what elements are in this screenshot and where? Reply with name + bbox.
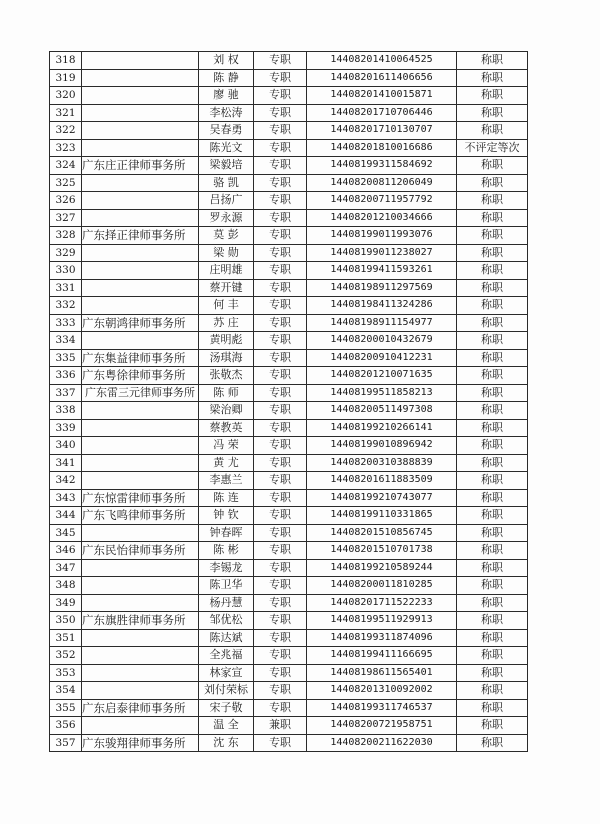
row-number: 349	[50, 594, 82, 612]
law-firm-name: 广东骏翔律师事务所	[82, 734, 199, 752]
practice-type: 专职	[254, 699, 307, 717]
row-number: 319	[50, 69, 82, 87]
assessment-result: 称职	[457, 367, 528, 385]
assessment-result: 称职	[457, 717, 528, 735]
row-number: 321	[50, 104, 82, 122]
assessment-result: 称职	[457, 734, 528, 752]
practice-type: 专职	[254, 262, 307, 280]
practice-type: 兼职	[254, 717, 307, 735]
row-number: 350	[50, 612, 82, 630]
table-row	[50, 69, 528, 87]
row-number: 330	[50, 262, 82, 280]
practice-type: 专职	[254, 682, 307, 700]
license-number: 14408199311746537	[307, 699, 457, 717]
assessment-result: 称职	[457, 472, 528, 490]
row-number: 326	[50, 192, 82, 210]
practice-type: 专职	[254, 69, 307, 87]
lawyer-name: 张敬杰	[199, 367, 254, 385]
table-row	[50, 122, 528, 140]
table-row	[50, 332, 528, 350]
table-row	[50, 472, 528, 490]
practice-type: 专职	[254, 454, 307, 472]
lawyer-name: 宋子敬	[199, 699, 254, 717]
license-number: 14408201710130707	[307, 122, 457, 140]
lawyer-name: 沈 东	[199, 734, 254, 752]
assessment-result: 称职	[457, 104, 528, 122]
row-number: 355	[50, 699, 82, 717]
license-number: 14408199311584692	[307, 157, 457, 175]
lawyer-name: 汤琪海	[199, 349, 254, 367]
table-row	[50, 454, 528, 472]
practice-type: 专职	[254, 332, 307, 350]
row-number: 329	[50, 244, 82, 262]
practice-type: 专职	[254, 437, 307, 455]
table-row	[50, 489, 528, 507]
practice-type: 专职	[254, 157, 307, 175]
table-row	[50, 524, 528, 542]
table-row	[50, 262, 528, 280]
row-number: 345	[50, 524, 82, 542]
lawyer-name: 苏 庄	[199, 314, 254, 332]
row-number: 318	[50, 52, 82, 70]
practice-type: 专职	[254, 349, 307, 367]
table-row	[50, 699, 528, 717]
license-number: 14408201410064525	[307, 52, 457, 70]
row-number: 320	[50, 87, 82, 105]
license-number: 14408199011238027	[307, 244, 457, 262]
lawyer-name: 刘付荣标	[199, 682, 254, 700]
assessment-result: 称职	[457, 454, 528, 472]
practice-type: 专职	[254, 489, 307, 507]
lawyer-name: 冯 荣	[199, 437, 254, 455]
table-row	[50, 367, 528, 385]
assessment-result: 称职	[457, 647, 528, 665]
table-row	[50, 559, 528, 577]
law-firm-name	[82, 122, 199, 140]
license-number: 14408199511858213	[307, 384, 457, 402]
practice-type: 专职	[254, 209, 307, 227]
license-number: 14408201210071635	[307, 367, 457, 385]
table-row	[50, 402, 528, 420]
assessment-result: 称职	[457, 349, 528, 367]
law-firm-name	[82, 402, 199, 420]
law-firm-name: 广东粤徐律师事务所	[82, 367, 199, 385]
lawyer-name: 梁 勋	[199, 244, 254, 262]
license-number: 14408199210743077	[307, 489, 457, 507]
assessment-result: 称职	[457, 52, 528, 70]
lawyer-name: 全兆福	[199, 647, 254, 665]
assessment-result: 称职	[457, 227, 528, 245]
law-firm-name	[82, 87, 199, 105]
lawyer-name: 邹优松	[199, 612, 254, 630]
lawyer-name: 梁毅培	[199, 157, 254, 175]
practice-type: 专职	[254, 192, 307, 210]
law-firm-name: 广东启泰律师事务所	[82, 699, 199, 717]
lawyer-name: 骆 凯	[199, 174, 254, 192]
assessment-result: 称职	[457, 192, 528, 210]
row-number: 343	[50, 489, 82, 507]
law-firm-name	[82, 279, 199, 297]
practice-type: 专职	[254, 577, 307, 595]
practice-type: 专职	[254, 297, 307, 315]
table-row	[50, 244, 528, 262]
license-number: 14408200310388839	[307, 454, 457, 472]
practice-type: 专职	[254, 279, 307, 297]
license-number: 14408198911154977	[307, 314, 457, 332]
assessment-result: 称职	[457, 559, 528, 577]
assessment-result: 称职	[457, 419, 528, 437]
lawyer-name: 陈 连	[199, 489, 254, 507]
practice-type: 专职	[254, 419, 307, 437]
row-number: 332	[50, 297, 82, 315]
lawyer-name: 陈 彬	[199, 542, 254, 560]
assessment-result: 不评定等次	[457, 139, 528, 157]
practice-type: 专职	[254, 314, 307, 332]
law-firm-name	[82, 52, 199, 70]
lawyer-name: 李松涛	[199, 104, 254, 122]
law-firm-name	[82, 577, 199, 595]
license-number: 14408201611406656	[307, 69, 457, 87]
practice-type: 专职	[254, 542, 307, 560]
assessment-result: 称职	[457, 524, 528, 542]
license-number: 14408201711522233	[307, 594, 457, 612]
law-firm-name	[82, 647, 199, 665]
license-number: 14408201410015871	[307, 87, 457, 105]
license-number: 14408199411166695	[307, 647, 457, 665]
assessment-result: 称职	[457, 699, 528, 717]
row-number: 328	[50, 227, 82, 245]
practice-type: 专职	[254, 104, 307, 122]
assessment-result: 称职	[457, 542, 528, 560]
assessment-result: 称职	[457, 279, 528, 297]
table-body	[50, 52, 528, 752]
assessment-result: 称职	[457, 664, 528, 682]
table-row	[50, 279, 528, 297]
law-firm-name: 广东庄正律师事务所	[82, 157, 199, 175]
table-row	[50, 384, 528, 402]
assessment-result: 称职	[457, 87, 528, 105]
row-number: 348	[50, 577, 82, 595]
practice-type: 专职	[254, 402, 307, 420]
table-row	[50, 594, 528, 612]
law-firm-name: 广东择正律师事务所	[82, 227, 199, 245]
lawyer-name: 黄 尤	[199, 454, 254, 472]
table-row	[50, 209, 528, 227]
row-number: 340	[50, 437, 82, 455]
law-firm-name: 广东朝鸿律师事务所	[82, 314, 199, 332]
lawyer-name: 梁治卿	[199, 402, 254, 420]
row-number: 342	[50, 472, 82, 490]
row-number: 325	[50, 174, 82, 192]
assessment-result: 称职	[457, 244, 528, 262]
assessment-result: 称职	[457, 612, 528, 630]
practice-type: 专职	[254, 734, 307, 752]
row-number: 357	[50, 734, 82, 752]
row-number: 331	[50, 279, 82, 297]
assessment-result: 称职	[457, 157, 528, 175]
row-number: 356	[50, 717, 82, 735]
license-number: 14408200010432679	[307, 332, 457, 350]
table-row	[50, 227, 528, 245]
law-firm-name: 广东旗胜律师事务所	[82, 612, 199, 630]
row-number: 327	[50, 209, 82, 227]
law-firm-name	[82, 192, 199, 210]
law-firm-name: 广东雷三元律师事务所	[82, 384, 199, 402]
lawyer-name: 陈达斌	[199, 629, 254, 647]
row-number: 324	[50, 157, 82, 175]
license-number: 14408201510701738	[307, 542, 457, 560]
lawyer-name: 蔡教英	[199, 419, 254, 437]
practice-type: 专职	[254, 664, 307, 682]
table-row	[50, 349, 528, 367]
lawyer-assessment-table	[49, 51, 528, 752]
assessment-result: 称职	[457, 384, 528, 402]
practice-type: 专职	[254, 524, 307, 542]
assessment-result: 称职	[457, 262, 528, 280]
lawyer-name: 李锡龙	[199, 559, 254, 577]
lawyer-name: 蔡开键	[199, 279, 254, 297]
row-number: 346	[50, 542, 82, 560]
row-number: 338	[50, 402, 82, 420]
practice-type: 专职	[254, 244, 307, 262]
table-row	[50, 542, 528, 560]
row-number: 344	[50, 507, 82, 525]
assessment-result: 称职	[457, 332, 528, 350]
table-row	[50, 314, 528, 332]
license-number: 14408200711957792	[307, 192, 457, 210]
row-number: 354	[50, 682, 82, 700]
license-number: 14408199311874096	[307, 629, 457, 647]
license-number: 14408199110331865	[307, 507, 457, 525]
license-number: 14408199010896942	[307, 437, 457, 455]
license-number: 14408200910412231	[307, 349, 457, 367]
practice-type: 专职	[254, 122, 307, 140]
table-row	[50, 577, 528, 595]
practice-type: 专职	[254, 367, 307, 385]
row-number: 336	[50, 367, 82, 385]
license-number: 14408201710706446	[307, 104, 457, 122]
assessment-result: 称职	[457, 489, 528, 507]
row-number: 334	[50, 332, 82, 350]
law-firm-name	[82, 209, 199, 227]
lawyer-name: 陈 师	[199, 384, 254, 402]
assessment-result: 称职	[457, 297, 528, 315]
law-firm-name	[82, 69, 199, 87]
law-firm-name	[82, 594, 199, 612]
practice-type: 专职	[254, 594, 307, 612]
assessment-result: 称职	[457, 174, 528, 192]
law-firm-name	[82, 559, 199, 577]
row-number: 322	[50, 122, 82, 140]
table-row	[50, 419, 528, 437]
row-number: 353	[50, 664, 82, 682]
table-row	[50, 87, 528, 105]
assessment-result: 称职	[457, 209, 528, 227]
lawyer-name: 罗永源	[199, 209, 254, 227]
law-firm-name	[82, 472, 199, 490]
row-number: 339	[50, 419, 82, 437]
table-row	[50, 192, 528, 210]
lawyer-name: 钟春晖	[199, 524, 254, 542]
license-number: 14408201210034666	[307, 209, 457, 227]
row-number: 323	[50, 139, 82, 157]
row-number: 337	[50, 384, 82, 402]
lawyer-name: 何 丰	[199, 297, 254, 315]
law-firm-name	[82, 262, 199, 280]
lawyer-name: 吕扬广	[199, 192, 254, 210]
practice-type: 专职	[254, 472, 307, 490]
law-firm-name: 广东集益律师事务所	[82, 349, 199, 367]
table-row	[50, 682, 528, 700]
law-firm-name: 广东民怡律师事务所	[82, 542, 199, 560]
table-row	[50, 734, 528, 752]
assessment-result: 称职	[457, 507, 528, 525]
row-number: 333	[50, 314, 82, 332]
law-firm-name	[82, 104, 199, 122]
table-row	[50, 437, 528, 455]
row-number: 352	[50, 647, 82, 665]
law-firm-name	[82, 682, 199, 700]
table-row	[50, 717, 528, 735]
lawyer-name: 陈 静	[199, 69, 254, 87]
license-number: 14408200721958751	[307, 717, 457, 735]
table-row	[50, 612, 528, 630]
license-number: 14408201611883509	[307, 472, 457, 490]
assessment-result: 称职	[457, 577, 528, 595]
lawyer-name: 林家宣	[199, 664, 254, 682]
license-number: 14408200811206049	[307, 174, 457, 192]
table-row	[50, 157, 528, 175]
practice-type: 专职	[254, 647, 307, 665]
practice-type: 专职	[254, 52, 307, 70]
license-number: 14408200011810285	[307, 577, 457, 595]
practice-type: 专职	[254, 139, 307, 157]
practice-type: 专职	[254, 384, 307, 402]
assessment-result: 称职	[457, 314, 528, 332]
row-number: 335	[50, 349, 82, 367]
practice-type: 专职	[254, 174, 307, 192]
practice-type: 专职	[254, 559, 307, 577]
table-row	[50, 647, 528, 665]
table-row	[50, 664, 528, 682]
license-number: 14408199210266141	[307, 419, 457, 437]
lawyer-name: 庄明雄	[199, 262, 254, 280]
table-row	[50, 507, 528, 525]
law-firm-name	[82, 244, 199, 262]
law-firm-name	[82, 664, 199, 682]
lawyer-name: 钟 钦	[199, 507, 254, 525]
table-row	[50, 629, 528, 647]
lawyer-name: 廖 驰	[199, 87, 254, 105]
law-firm-name: 广东飞鸣律师事务所	[82, 507, 199, 525]
law-firm-name	[82, 629, 199, 647]
assessment-result: 称职	[457, 594, 528, 612]
lawyer-name: 陈卫华	[199, 577, 254, 595]
law-firm-name	[82, 419, 199, 437]
law-firm-name	[82, 139, 199, 157]
lawyer-name: 吴春勇	[199, 122, 254, 140]
license-number: 14408199511929913	[307, 612, 457, 630]
law-firm-name	[82, 524, 199, 542]
license-number: 14408198411324286	[307, 297, 457, 315]
lawyer-name: 杨丹慧	[199, 594, 254, 612]
assessment-result: 称职	[457, 402, 528, 420]
license-number: 14408198911297569	[307, 279, 457, 297]
assessment-result: 称职	[457, 69, 528, 87]
practice-type: 专职	[254, 87, 307, 105]
row-number: 341	[50, 454, 82, 472]
assessment-result: 称职	[457, 122, 528, 140]
practice-type: 专职	[254, 629, 307, 647]
law-firm-name	[82, 297, 199, 315]
license-number: 14408201310092002	[307, 682, 457, 700]
row-number: 347	[50, 559, 82, 577]
lawyer-name: 刘 权	[199, 52, 254, 70]
law-firm-name: 广东惊雷律师事务所	[82, 489, 199, 507]
law-firm-name	[82, 174, 199, 192]
license-number: 14408201510856745	[307, 524, 457, 542]
lawyer-name: 温 全	[199, 717, 254, 735]
row-number: 351	[50, 629, 82, 647]
table-row	[50, 104, 528, 122]
assessment-result: 称职	[457, 629, 528, 647]
lawyer-name: 李惠兰	[199, 472, 254, 490]
law-firm-name	[82, 332, 199, 350]
law-firm-name	[82, 454, 199, 472]
law-firm-name	[82, 437, 199, 455]
lawyer-name: 陈光文	[199, 139, 254, 157]
practice-type: 专职	[254, 612, 307, 630]
license-number: 14408199011993076	[307, 227, 457, 245]
lawyer-name: 莫 彭	[199, 227, 254, 245]
table-row	[50, 297, 528, 315]
assessment-result: 称职	[457, 682, 528, 700]
table-row	[50, 174, 528, 192]
table-row	[50, 139, 528, 157]
law-firm-name	[82, 717, 199, 735]
lawyer-name: 黄明彪	[199, 332, 254, 350]
license-number: 14408200511497308	[307, 402, 457, 420]
assessment-result: 称职	[457, 437, 528, 455]
license-number: 14408198611565401	[307, 664, 457, 682]
practice-type: 专职	[254, 227, 307, 245]
license-number: 14408199210589244	[307, 559, 457, 577]
table-row	[50, 52, 528, 70]
practice-type: 专职	[254, 507, 307, 525]
license-number: 14408201810016686	[307, 139, 457, 157]
license-number: 14408199411593261	[307, 262, 457, 280]
license-number: 14408200211622030	[307, 734, 457, 752]
